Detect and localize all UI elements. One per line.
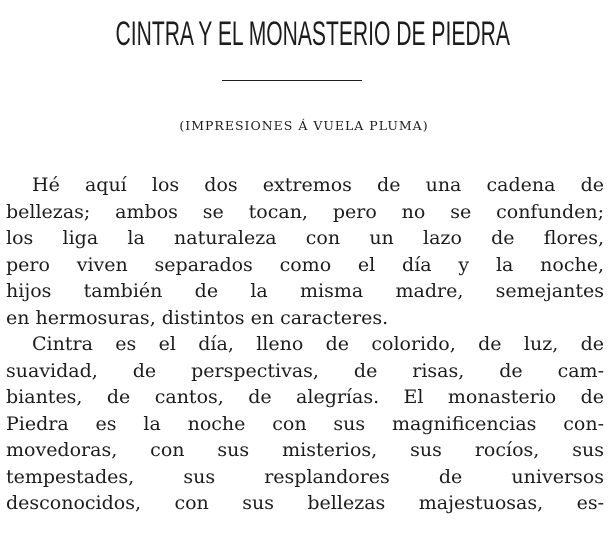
text-line: tempestades, sus resplandores de universos (6, 465, 604, 488)
text-line: biantes, de cantos, de alegrías. El monasterio de (6, 386, 604, 408)
text-line: Piedra es la noche con sus magnificencias con- (6, 412, 604, 435)
text-line: movedoras, con sus misterios, sus rocíos, sus (6, 439, 604, 461)
text-line: en hermosuras, distintos en caracteres. (6, 306, 389, 329)
article-title: CINTRA Y EL MONASTERIO DE PIEDRA (115, 15, 510, 53)
text-line: pero viven separados como el día y la noche, (6, 253, 604, 276)
text-line: bellezas; ambos se tocan, pero no se confunden; (6, 200, 604, 223)
text-line: hijos también de la misma madre, semejantes (6, 280, 604, 302)
text-line: desconocidos, con sus bellezas majestuosas, es- (6, 492, 604, 514)
article-subtitle: (IMPRESIONES Á VUELA PLUMA) (179, 118, 429, 133)
title-divider (222, 80, 362, 81)
article-body (6, 172, 604, 517)
text-line: Cintra es el día, lleno de colorido, de luz, de (32, 333, 604, 355)
text-line: Hé aquí los dos extremos de una cadena de (32, 174, 604, 196)
text-line: los liga la naturaleza con un lazo de flores, (6, 227, 604, 249)
text-line: suavidad, de perspectivas, de risas, de cam- (6, 359, 604, 382)
